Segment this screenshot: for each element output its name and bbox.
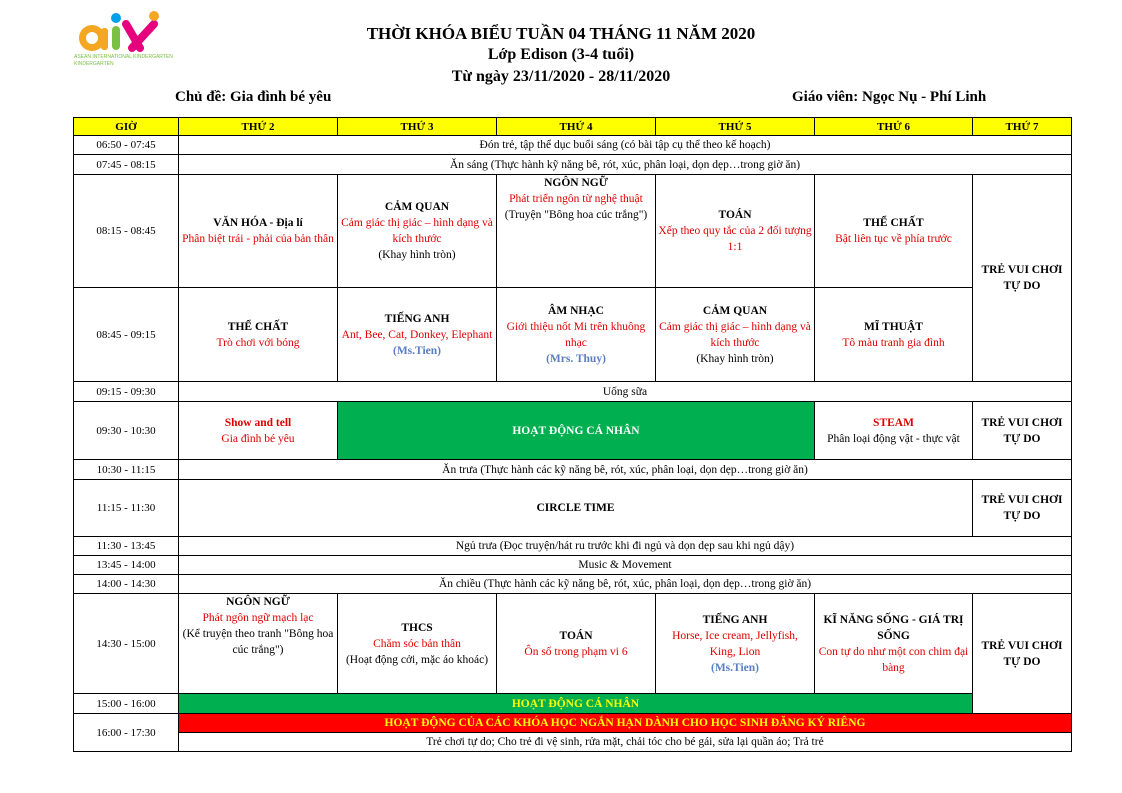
- col-saturday: THỨ 7: [973, 118, 1072, 136]
- date-range: Từ ngày 23/11/2020 - 28/11/2020: [451, 68, 671, 85]
- activity-cell: Trẻ chơi tự do; Cho trẻ đi vệ sinh, rửa mặt, chải tóc cho bé gái, sửa lại quần áo; Trả trẻ: [179, 733, 1072, 752]
- col-tuesday: THỨ 3: [338, 118, 497, 136]
- table-row: [74, 402, 1072, 460]
- time-cell: 07:45 - 08:15: [74, 155, 179, 175]
- monday-cell: [179, 175, 338, 288]
- detail: Horse, Ice cream, Jellyfish, King, Lion: [672, 629, 798, 658]
- note: (Hoạt động cởi, mặc áo khoác): [345, 653, 489, 666]
- block-label: HOẠT ĐỘNG CÁ NHÂN: [512, 424, 640, 437]
- class-line: Lớp Edison (3-4 tuổi): [487, 46, 635, 63]
- time-cell: 14:30 - 15:00: [74, 594, 179, 694]
- note: (Kể truyện theo tranh "Bông hoa cúc trắng"): [182, 628, 334, 656]
- detail: Giới thiệu nốt Mi trên khuông nhạc: [506, 320, 646, 349]
- table-row: [74, 594, 1072, 694]
- activity-cell: Đón trẻ, tập thể dục buổi sáng (có bài tập cụ thể theo kế hoạch): [179, 136, 1072, 155]
- table-row: [74, 460, 1072, 480]
- table-row: [74, 155, 1072, 175]
- activity-cell: Ngủ trưa (Đọc truyện/hát ru trước khi đi ngủ và dọn dẹp sau khi ngủ dậy): [179, 537, 1072, 556]
- circle-time-cell: CIRCLE TIME: [179, 480, 973, 537]
- subject: Show and tell: [224, 416, 292, 429]
- timetable: [73, 117, 1072, 752]
- friday-cell: [815, 594, 973, 694]
- subject: CẢM QUAN: [384, 201, 450, 213]
- detail: Tô màu tranh gia đình: [842, 336, 945, 349]
- subject: TOÁN: [559, 629, 593, 642]
- thursday-cell: [656, 288, 815, 382]
- detail: Cảm giác thị giác – hình dạng và kích thước: [341, 217, 493, 245]
- time-cell: 09:30 - 10:30: [74, 402, 179, 460]
- individual-activity-block: [338, 402, 815, 460]
- table-row: [74, 480, 1072, 537]
- subject: TOÁN: [718, 209, 752, 221]
- table-row: [74, 733, 1072, 752]
- col-wednesday: THỨ 4: [497, 118, 656, 136]
- monday-cell: [179, 402, 338, 460]
- subject: VĂN HÓA - Địa lí: [213, 217, 303, 229]
- detail: Ôn số trong phạm vi 6: [524, 645, 628, 658]
- col-monday: THỨ 2: [179, 118, 338, 136]
- table-row: [74, 382, 1072, 402]
- time-cell: 09:15 - 09:30: [74, 382, 179, 402]
- subject: THỂ CHẤT: [863, 217, 924, 229]
- wednesday-cell: [497, 594, 656, 694]
- note: Phân loại động vật - thực vật: [827, 432, 960, 445]
- time-cell: 11:15 - 11:30: [74, 480, 179, 537]
- detail: Trò chơi với bóng: [216, 336, 300, 349]
- time-cell: 06:50 - 07:45: [74, 136, 179, 155]
- tuesday-cell: [338, 175, 497, 288]
- detail: Chăm sóc bản thân: [373, 637, 461, 650]
- subject: CẢM QUAN: [702, 304, 768, 317]
- subject: STEAM: [873, 416, 914, 429]
- logo-subtext: ASEAN INTERNATIONAL KINDERGARTEN: [74, 54, 173, 60]
- subject: NGÔN NGỮ: [226, 596, 290, 608]
- col-time: GIỜ: [74, 118, 179, 136]
- topic-label: Chủ đề: Gia đình bé yêu: [175, 89, 332, 105]
- short-course-banner: HOẠT ĐỘNG CỦA CÁC KHÓA HỌC NGẮN HẠN DÀNH CHO HỌC SINH ĐĂNG KÝ RIÊNG: [179, 714, 1072, 733]
- monday-cell: [179, 594, 338, 694]
- subject: THCS: [401, 621, 433, 634]
- teacher-name: (Ms.Tien): [392, 344, 442, 357]
- friday-cell: [815, 175, 973, 288]
- saturday-cell: TRẺ VUI CHƠI TỰ DO: [973, 594, 1072, 714]
- saturday-cell: TRẺ VUI CHƠI TỰ DO: [973, 402, 1072, 460]
- tuesday-cell: [338, 288, 497, 382]
- subject: TIẾNG ANH: [702, 613, 768, 626]
- table-row: [74, 537, 1072, 556]
- time-cell: 13:45 - 14:00: [74, 556, 179, 575]
- activity-cell: Uống sữa: [179, 382, 1072, 402]
- teacher-label: Giáo viên: Ngọc Nụ - Phí Linh: [792, 89, 987, 105]
- activity-cell: Ăn sáng (Thực hành kỹ năng bê, rót, xúc, phân loại, dọn dẹp…trong giờ ăn): [179, 155, 1072, 175]
- detail: Cảm giác thị giác – hình dạng và kích thước: [659, 320, 811, 349]
- subject: THỂ CHẤT: [227, 320, 289, 333]
- activity-cell: Ăn trưa (Thực hành các kỹ năng bê, rót, xúc, phân loại, dọn dẹp…trong giờ ăn): [179, 460, 1072, 480]
- time-cell: 16:00 - 17:30: [74, 714, 179, 752]
- subject: NGÔN NGỮ: [544, 177, 608, 189]
- activity-cell: Music & Movement: [179, 556, 1072, 575]
- note: (Truyện "Bông hoa cúc trắng"): [504, 209, 648, 221]
- time-cell: 08:15 - 08:45: [74, 175, 179, 288]
- detail: Ant, Bee, Cat, Donkey, Elephant: [341, 328, 493, 341]
- time-cell: 14:00 - 14:30: [74, 575, 179, 594]
- detail: Xếp theo quy tắc của 2 đối tượng 1:1: [658, 225, 812, 253]
- detail: Phát ngôn ngữ mạch lạc: [202, 612, 314, 624]
- subject: MĨ THUẬT: [864, 320, 923, 333]
- time-cell: 10:30 - 11:15: [74, 460, 179, 480]
- monday-cell: [179, 288, 338, 382]
- detail: Bật liên tục về phía trước: [835, 233, 952, 245]
- individual-activity-block: [179, 694, 973, 714]
- table-row: [74, 288, 1072, 382]
- note: (Khay hình tròn): [696, 352, 774, 365]
- subject: KĨ NĂNG SỐNG - GIÁ TRỊ SỐNG: [823, 613, 964, 642]
- subject: TIẾNG ANH: [384, 312, 450, 325]
- col-thursday: THỨ 5: [656, 118, 815, 136]
- thursday-cell: [656, 594, 815, 694]
- thursday-cell: [656, 175, 815, 288]
- subject: ÂM NHẠC: [548, 304, 604, 317]
- table-row: [74, 556, 1072, 575]
- saturday-cell: TRẺ VUI CHƠI TỰ DO: [973, 175, 1072, 382]
- note: (Khay hình tròn): [378, 249, 456, 261]
- teacher-name: (Mrs. Thuy): [546, 352, 606, 365]
- table-row: [74, 694, 1072, 714]
- wednesday-cell: [497, 175, 656, 288]
- tuesday-cell: [338, 594, 497, 694]
- header-row: [74, 118, 1072, 136]
- detail: Con tự do như một con chim đại bàng: [818, 645, 969, 674]
- activity-cell: Ăn chiều (Thực hành các kỹ năng bê, rót, xúc, phân loại, dọn dẹp…trong giờ ăn): [179, 575, 1072, 594]
- svg-text:KINDERGARTEN: KINDERGARTEN: [74, 61, 114, 67]
- time-cell: 15:00 - 16:00: [74, 694, 179, 714]
- detail: Phát triển ngôn từ nghệ thuật: [509, 193, 643, 205]
- friday-cell: [815, 288, 973, 382]
- wednesday-cell: [497, 288, 656, 382]
- time-cell: 08:45 - 09:15: [74, 288, 179, 382]
- page-title: THỜI KHÓA BIỂU TUẦN 04 THÁNG 11 NĂM 2020: [366, 24, 756, 43]
- table-row: [74, 575, 1072, 594]
- time-cell: 11:30 - 13:45: [74, 537, 179, 556]
- table-row: [74, 175, 1072, 288]
- friday-cell: [815, 402, 973, 460]
- block-label: HOẠT ĐỘNG CÁ NHÂN: [511, 697, 640, 710]
- detail: Gia đình bé yêu: [221, 432, 295, 445]
- col-friday: THỨ 6: [815, 118, 973, 136]
- teacher-name: (Ms.Tien): [710, 661, 760, 674]
- table-row: [74, 714, 1072, 733]
- table-row: [74, 136, 1072, 155]
- saturday-cell: TRẺ VUI CHƠI TỰ DO: [973, 480, 1072, 537]
- detail: Phân biệt trái - phải của bản thân: [182, 233, 334, 245]
